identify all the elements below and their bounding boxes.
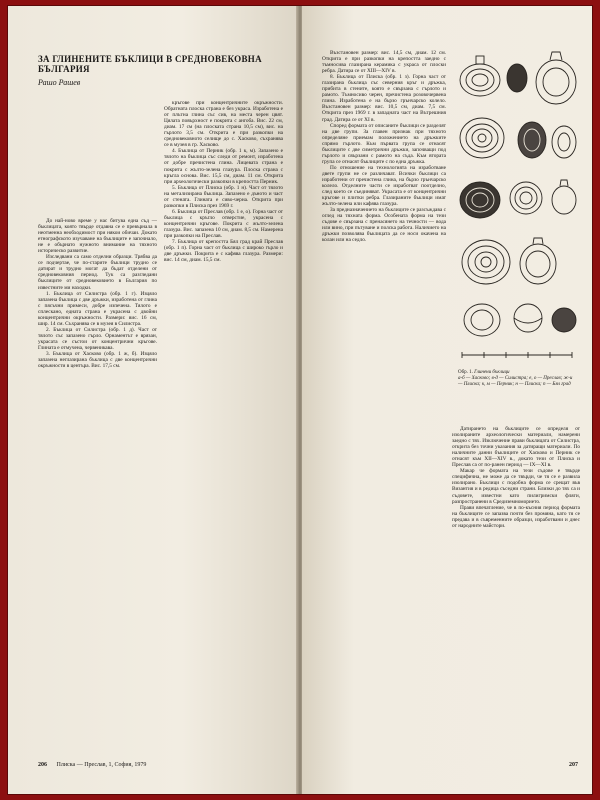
pottery-drawings-figure	[452, 50, 582, 370]
flask-drawing	[518, 122, 546, 158]
paragraph: Прави впечатление, че в по-късния период формата на бъклиците се запазва почти без промяна, като тя се предава и в съвременните образци, изработвани и днес от народните майстори.	[452, 504, 580, 529]
flask-drawing	[514, 304, 542, 332]
paragraph: Изследвани са само отделни образци. Трябва да се подчертае, че по-старите бъклици трудно се датират и трудно могат да бъдат отделени от средновековния период. Тук са разгледани бъклиците от средновековието в България по известните ми находки.	[38, 254, 157, 291]
article-title: ЗА ГЛИНЕНИТЕ БЪКЛИЦИ В СРЕДНОВЕКОВНА БЪЛГАРИЯ	[38, 54, 262, 74]
paragraph: Според формата от описаните бъклици се разделят на две групи. За главен признак при тяхното определяне приемам положението на дръжките спрямо гърлото. Към първата група се отнасят бъклиците с две симетрични дръжки, започващи под гърлото и свързани с рамото на съда. Към втората група се отнасят бъклиците с по една дръжка.	[322, 122, 446, 165]
paragraph: 3. Бъклица от Хасково (обр. 1 ж, б). Изцяло запазена неглазирана бъклица с две концентрични окръжности в центъра. Вис. 17,5 см.	[38, 351, 157, 370]
flask-drawing	[536, 52, 576, 104]
flask-drawing	[460, 182, 500, 218]
flask-drawing	[507, 64, 527, 92]
paragraph: По отношение на технологията на изработване двете групи не се различават. Всички бъклици са изработени от пречистена глина, на бързо грънчарско колело. Отделните части се изработват поотделно, след което се съединяват. Украсата е от концентрични кръгове и плитки ребра. Глазираните бъклици имат жълто-зелена или кафява глазура.	[322, 164, 446, 208]
article-author: Рашо Рашев	[38, 78, 81, 87]
page-number: 206	[38, 762, 47, 768]
paragraph: 8. Бъклица от Плиска (обр. 1 з). Горна част от глазирана бъклица със северния кръг и дръжка, прибита в стените, която е свързана с гърлото и рамото. Тъмносиво черен, пречистена розовочервена глина. Изработена е на бързо грънчарско колело. Възстановен размер: вис. 10,5 см, диам. 7,5 см. Открита през 1969 г. в западната част на Вътрешния град. Датира се от XI в.	[322, 74, 446, 123]
running-footer: Плиска — Преслав, 1, София, 1979	[56, 762, 147, 768]
scale-bar	[462, 352, 572, 358]
flask-drawing	[510, 182, 542, 214]
paragraph: 7. Бъклица от крепостта Бял град край Преслав (обр. 1 п). Горна част от бъклица с широко гърло и две дръжки. Покрита е с кафява глазура. Размери: вис. 14 см, диам. 15,5 см.	[164, 239, 283, 264]
paragraph: кръгове при концентричните окръжности. Обратната плоска страна е без украса. Изработена е от плътна глина със сив, на места черен цвят. Цялата повърхност е покрита с ангоба. Вис. 22 см, диам. 17 см (на плоската страна 10,5 см), вис. на гърлото 3,5 см. Открита е при разкопки на средновековното селище до с. Хасково, съхранява се в музея в гр. Хасково.	[164, 100, 283, 149]
flask-drawing	[520, 238, 556, 284]
right-column-1	[322, 50, 446, 763]
paragraph: Макар че формата на тези съдове е твърде специфична, не може да се твърди, че тя се е развила изолирано. Бъклици с подобна форма се срещат във Византия и в редица съседни страни. Близки до тях са и съдовете, известни като пилигримски фляги, разпространени в Средиземноморието.	[452, 468, 580, 505]
caption-text: а-б — Хасково; в-д — Силистра; е, о — Преслав; ж-и — Плиска; к, м — Перник; н — Плиска; п — Бял град	[458, 375, 573, 387]
open-book	[8, 6, 592, 794]
paragraph: Възстановен размер: вис. 14,5 см, диам. 12 см. Открита е при разкопки на крепостта заедно с тъмносива глазирана керамика с украса от плоски ребра. Датира се от XIII—XIV в.	[322, 50, 446, 75]
caption-title: Глинени бъклици	[474, 370, 510, 375]
flask-drawing	[460, 118, 504, 158]
flask-drawing	[464, 304, 500, 336]
flask-drawing	[462, 240, 510, 284]
paragraph: 5. Бъклица от Плиска (обр. 1 н). Част от тялото на метализирана бъклица. Запазено е дъното и част от стената. Глината е сиво-черна. Открита при разкопки в Плиска през 1969 г.	[164, 184, 283, 209]
figure-caption	[458, 370, 578, 387]
flask-drawing	[460, 56, 500, 96]
paragraph: 6. Бъклица от Преслав (обр. 1 е, о). Горна част от бъклица с кръгло отверстие, украсена с концентрични кръгове. Покрита с жълто-зелена глазура. Вис. запазена 10 см, диам. 8,5 см. Намерена при разкопки на Преслав.	[164, 208, 283, 240]
paragraph: Датирането на бъклиците се определя от изолираните археологически материали, намерени заедно с тях. Изключение прави бъклицата от Силистра, открита без точни указания за датиращи материали. По наличните данни бъклиците от Хасково и Перник се отнасят към XII—XIV в., докато тези от Плиска и Преслав са от по-ранен период — IX—XI в.	[452, 426, 580, 469]
page-number: 207	[569, 762, 578, 768]
flask-drawing	[552, 180, 576, 214]
right-page	[302, 6, 592, 794]
left-column-1	[38, 218, 157, 763]
caption-number: Обр. 1.	[458, 370, 473, 375]
flask-drawing	[552, 308, 576, 332]
paragraph: До най-ново време у нас битува една съд — бъклицата, която твърде отдавна се е превърнала в неотменна необходимост при някои обичаи. Докато етнографското изучаване на бъклиците е започнало, не е обърнато нужното внимание на тяхното историческо развитие.	[38, 218, 157, 255]
paragraph: 4. Бъклица от Перник (обр. 1 к, м). Запазено е тялото на бъклица със следи от ремонт, изработена от добре пречистена глина. Лицевата страна е покрита с жълто-зелена глазура. Плоска страна с кръгла основа. Вис. 15,5 см, диам. 11 см. Открита при археологически разкопки в крепостта Перник.	[164, 148, 283, 185]
paragraph: За предназначението на бъклиците се разсъждава с оглед на тяхната форма. Особената форма на тези съдове е свързана с пренасянето на течности — вода или вино, при пътуване и полска работа. Наличието на дръжки позволява бъклицата да се носи окачена на колан или на седло.	[322, 207, 446, 244]
left-page-footer	[38, 762, 146, 768]
paragraph: 2. Бъклица от Силистра (обр. 1 д). Част от тялото със запазено гърло. Орнаментът е врязан, украсата се състои от концентрични кръгове. Глината е отмучена, червеникава.	[38, 326, 157, 351]
flask-drawings	[452, 50, 582, 370]
right-column-2	[452, 426, 580, 763]
right-page-footer	[569, 762, 578, 768]
left-page	[8, 6, 298, 794]
flask-drawing	[552, 126, 576, 158]
left-column-2	[164, 100, 283, 763]
paragraph: 1. Бъклица от Силистра (обр. 1 г). Изцяло запазена бъклица с две дръжки, изработена от глина с пясъчни примеси, добре изпечена. Тялото е сплескано, едната страна е украсена с двойни концентрични окръжности. Размери: вис. 16 см, шир. 14 см. Съхранява се в музея в Силистра.	[38, 290, 157, 327]
